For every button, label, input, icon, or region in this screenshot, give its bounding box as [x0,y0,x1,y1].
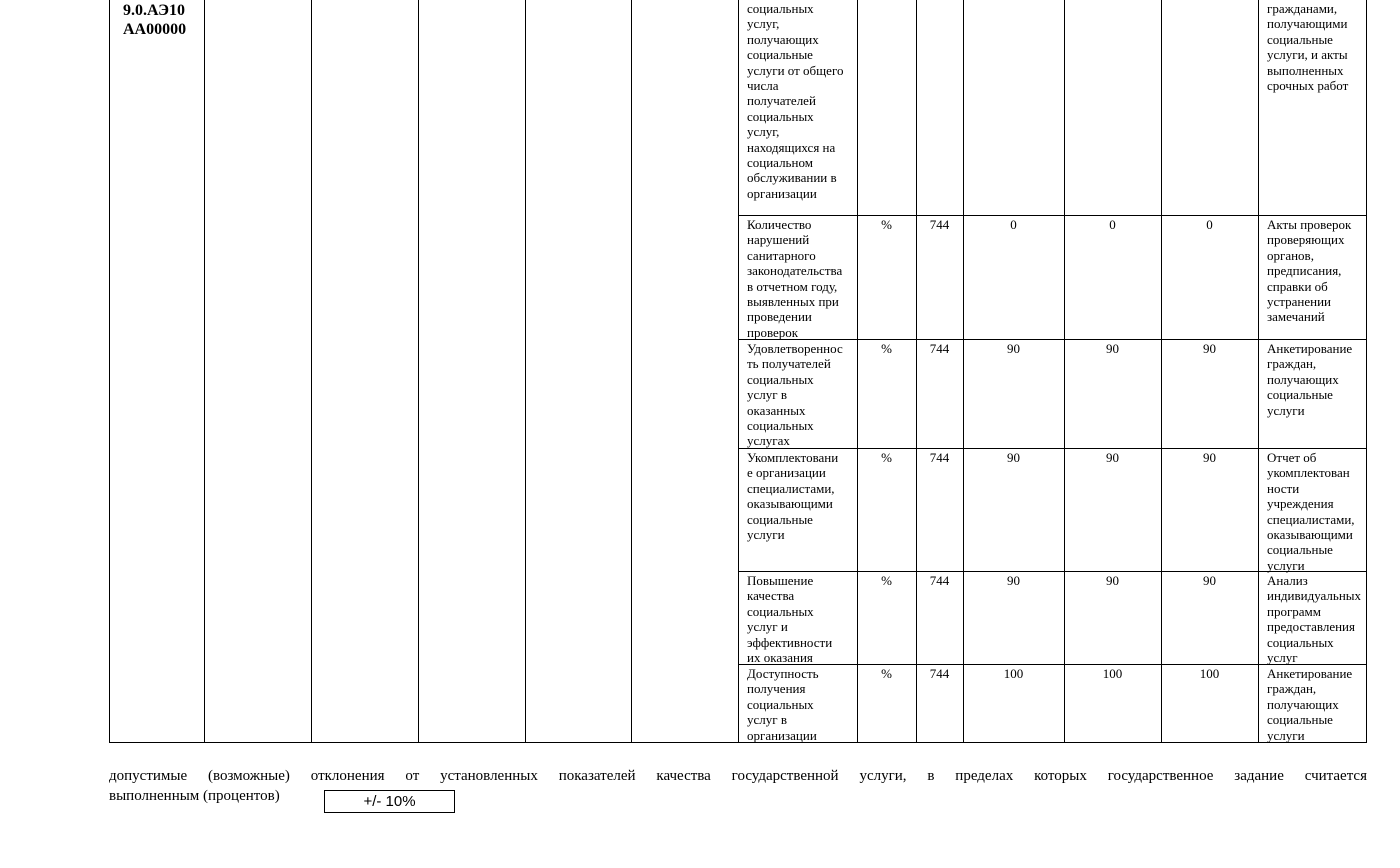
indicator-unit: % [881,217,892,232]
indicator-source: Акты проверок проверяющих органов, предписания, справки об устранении замечаний [1267,217,1352,325]
indicator-value-year2: 0 [1109,217,1116,232]
column-divider [1064,0,1065,743]
indicator-name: Доступность получения социальных услуг в организации [747,666,819,743]
column-divider [204,0,205,743]
indicator-value-year3: 90 [1203,341,1216,356]
indicator-okei-code: 744 [929,217,950,232]
column-divider [631,0,632,743]
indicator-okei-code: 744 [929,666,950,681]
deviation-note-line2: выполненным (процентов) [109,788,280,804]
indicator-value-year2: 90 [1106,573,1119,588]
deviation-note-line1: допустимые (возможные) отклонения от установленных показателей качества государственной услуги, в пределах которых государственное задание считается [109,768,1367,784]
column-divider [738,0,739,743]
indicator-name: Повышение качества социальных услуг и эффективности их оказания [747,573,833,666]
indicator-unit: % [881,450,892,465]
indicator-source: Отчет об укомплектован ности учреждения специалистами, оказывающими социальные услуги [1267,450,1355,573]
column-divider [857,0,858,743]
indicator-source: Анализ индивидуальных программ предоставления социальных услуг [1267,573,1362,666]
indicator-value-year3: 90 [1203,573,1216,588]
indicator-value-year3: 90 [1203,450,1216,465]
indicator-name: Количество нарушений санитарного законодательства в отчетном году, выявленных при проведении проверок [747,217,843,340]
column-divider [1258,0,1259,743]
deviation-value-box: +/- 10% [324,790,455,813]
row-divider [738,215,1367,216]
column-divider [1161,0,1162,743]
indicator-value-year2: 90 [1106,341,1119,356]
indicator-source: Анкетирование граждан, получающих социальные услуги [1267,341,1353,418]
indicator-value-year1: 100 [1003,666,1024,681]
indicator-value-year1: 90 [1007,341,1020,356]
indicator-okei-code: 744 [929,450,950,465]
column-divider [418,0,419,743]
indicator-name: Укомплектовани е организации специалистами, оказывающими социальные услуги [747,450,839,543]
indicator-value-year1: 90 [1007,573,1020,588]
column-divider [311,0,312,743]
indicator-value-year1: 0 [1010,217,1017,232]
indicator-value-year3: 100 [1199,666,1220,681]
service-registry-code: 9.0.АЭ10 АА00000 [123,2,187,38]
indicator-value-year2: 90 [1106,450,1119,465]
indicator-unit: % [881,573,892,588]
indicator-name: социальных услуг, получающих социальные услуги от общего числа получателей социальных услуг, находящихся на социальном обслуживании в организации [747,1,844,201]
indicator-unit: % [881,341,892,356]
indicator-value-year3: 0 [1206,217,1213,232]
indicator-okei-code: 744 [929,573,950,588]
indicator-source: Анкетирование граждан, получающих социальные услуги [1267,666,1353,743]
indicator-source: гражданами, получающими социальные услуги, и акты выполненных срочных работ [1267,1,1349,94]
column-divider [916,0,917,743]
column-divider [963,0,964,743]
indicator-value-year1: 90 [1007,450,1020,465]
deviation-note [109,766,1367,806]
indicator-name: Удовлетвореннос ть получателей социальных услуг в оказанных социальных услугах [747,341,843,449]
column-divider [525,0,526,743]
indicator-value-year2: 100 [1102,666,1123,681]
indicator-okei-code: 744 [929,341,950,356]
indicator-unit: % [881,666,892,681]
